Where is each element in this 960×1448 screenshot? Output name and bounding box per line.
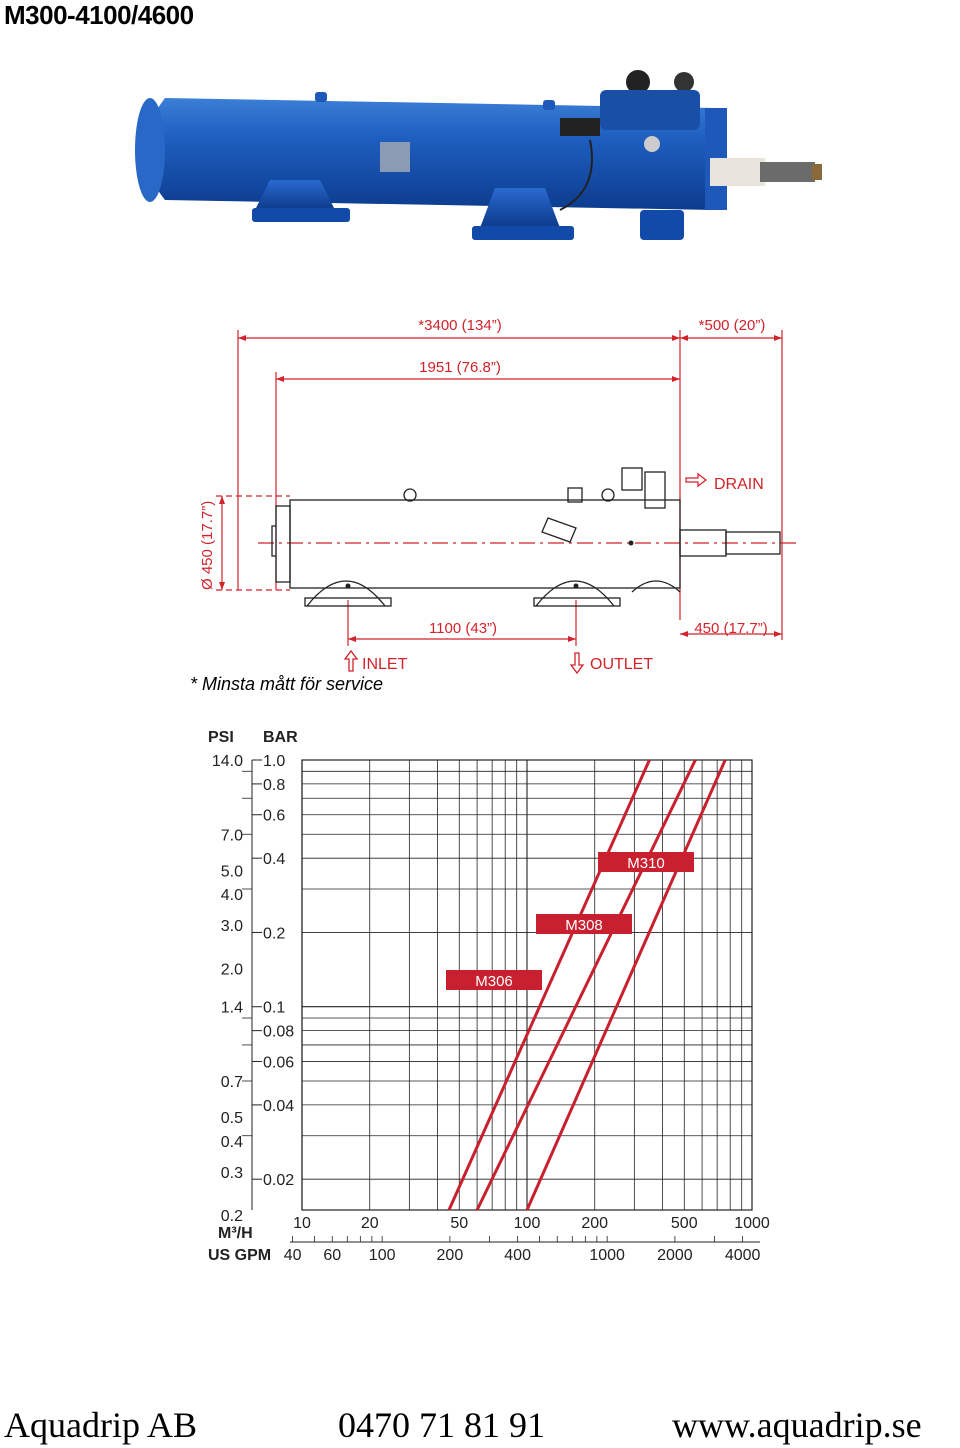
y-axis-title-psi: PSI: [208, 729, 234, 746]
x-axis-title-gpm: US GPM: [208, 1247, 272, 1264]
m3h-tick-label: 500: [670, 1215, 698, 1232]
series-tag-label: M310: [627, 855, 665, 872]
dimension-drawing: [0, 300, 960, 680]
m3h-tick-label: 10: [293, 1215, 311, 1232]
psi-tick-label: 7.0: [220, 827, 243, 845]
dim-diameter: Ø 450 (17.7”): [199, 500, 216, 590]
psi-tick-label: 0.5: [220, 1110, 243, 1128]
series-tag-label: M306: [475, 973, 513, 990]
psi-tick-label: 0.7: [220, 1073, 243, 1091]
bar-tick-label: 0.8: [263, 776, 286, 794]
y-axis-title-bar: BAR: [263, 729, 298, 746]
dim-overall-length: *3400 (134”): [418, 317, 502, 334]
chart-series: [446, 760, 725, 1210]
page-title: M300-4100/4600: [4, 0, 194, 30]
bar-tick-label: 0.06: [263, 1054, 295, 1072]
bar-tick-label: 0.2: [263, 925, 286, 943]
dim-service-extra: *500 (20”): [698, 317, 766, 334]
psi-tick-label: 5.0: [220, 863, 243, 881]
footer: [0, 1404, 960, 1448]
gpm-tick-label: 2000: [657, 1247, 693, 1264]
psi-tick-label: 14.0: [211, 753, 243, 770]
product-photo: [0, 60, 960, 260]
gpm-tick-label: 100: [368, 1247, 396, 1264]
psi-tick-label: 2.0: [220, 961, 243, 979]
bar-tick-label: 0.6: [263, 807, 286, 825]
bar-tick-label: 0.08: [263, 1023, 295, 1041]
bar-tick-label: 0.02: [263, 1172, 295, 1190]
chart-ticks: [212, 753, 770, 1264]
gpm-tick-label: 60: [323, 1247, 342, 1264]
m3h-tick-label: 1000: [734, 1215, 770, 1232]
gpm-tick-label: 4000: [724, 1247, 761, 1264]
dim-body-length: 1951 (76.8”): [419, 359, 501, 376]
service-note: * Minsta mått för service: [190, 674, 384, 694]
series-line-m310: [527, 760, 725, 1210]
psi-tick-label: 4.0: [220, 887, 243, 905]
filter-tank-image: [135, 70, 822, 240]
dimension-arrows: [219, 335, 782, 642]
gpm-tick-label: 40: [283, 1247, 302, 1264]
psi-tick-label: 0.3: [220, 1164, 243, 1182]
m3h-tick-label: 20: [360, 1215, 379, 1232]
series-tag-label: M308: [565, 917, 603, 934]
dim-port-spacing: 1100 (43”): [428, 620, 498, 637]
inlet-label: INLET: [362, 656, 408, 673]
x-axis-title-m3h: M³/H: [218, 1225, 253, 1242]
psi-tick-label: 0.4: [220, 1133, 243, 1151]
port-markers: [346, 541, 634, 589]
footer-company: Aquadrip AB: [4, 1405, 197, 1445]
footer-phone: 0470 71 81 91: [338, 1405, 545, 1445]
psi-tick-label: 1.4: [220, 999, 243, 1017]
bar-tick-label: 0.1: [263, 999, 286, 1017]
m3h-tick-label: 200: [581, 1215, 609, 1232]
drain-arrow-icon: [686, 474, 706, 486]
footer-website[interactable]: www.aquadrip.se: [672, 1405, 922, 1445]
dim-shaft-length: 450 (17.7”): [694, 620, 768, 637]
gpm-tick-label: 400: [504, 1247, 531, 1264]
m3h-tick-label: 100: [513, 1215, 541, 1232]
m3h-tick-label: 50: [450, 1215, 469, 1232]
inlet-arrow-icon: [345, 651, 357, 671]
bar-tick-label: 0.4: [263, 851, 286, 869]
bar-tick-label: 0.04: [263, 1097, 295, 1115]
drain-label: DRAIN: [714, 476, 764, 493]
psi-tick-label: 0.2: [220, 1208, 243, 1226]
gpm-tick-label: 1000: [589, 1247, 625, 1264]
dimension-lines: [216, 330, 800, 646]
bar-tick-label: 1.0: [263, 753, 286, 770]
outlet-label: OUTLET: [590, 656, 654, 673]
gpm-tick-label: 200: [436, 1247, 464, 1264]
outlet-arrow-icon: [571, 653, 583, 673]
pressure-loss-chart: [0, 720, 960, 1280]
psi-tick-label: 3.0: [220, 918, 243, 936]
